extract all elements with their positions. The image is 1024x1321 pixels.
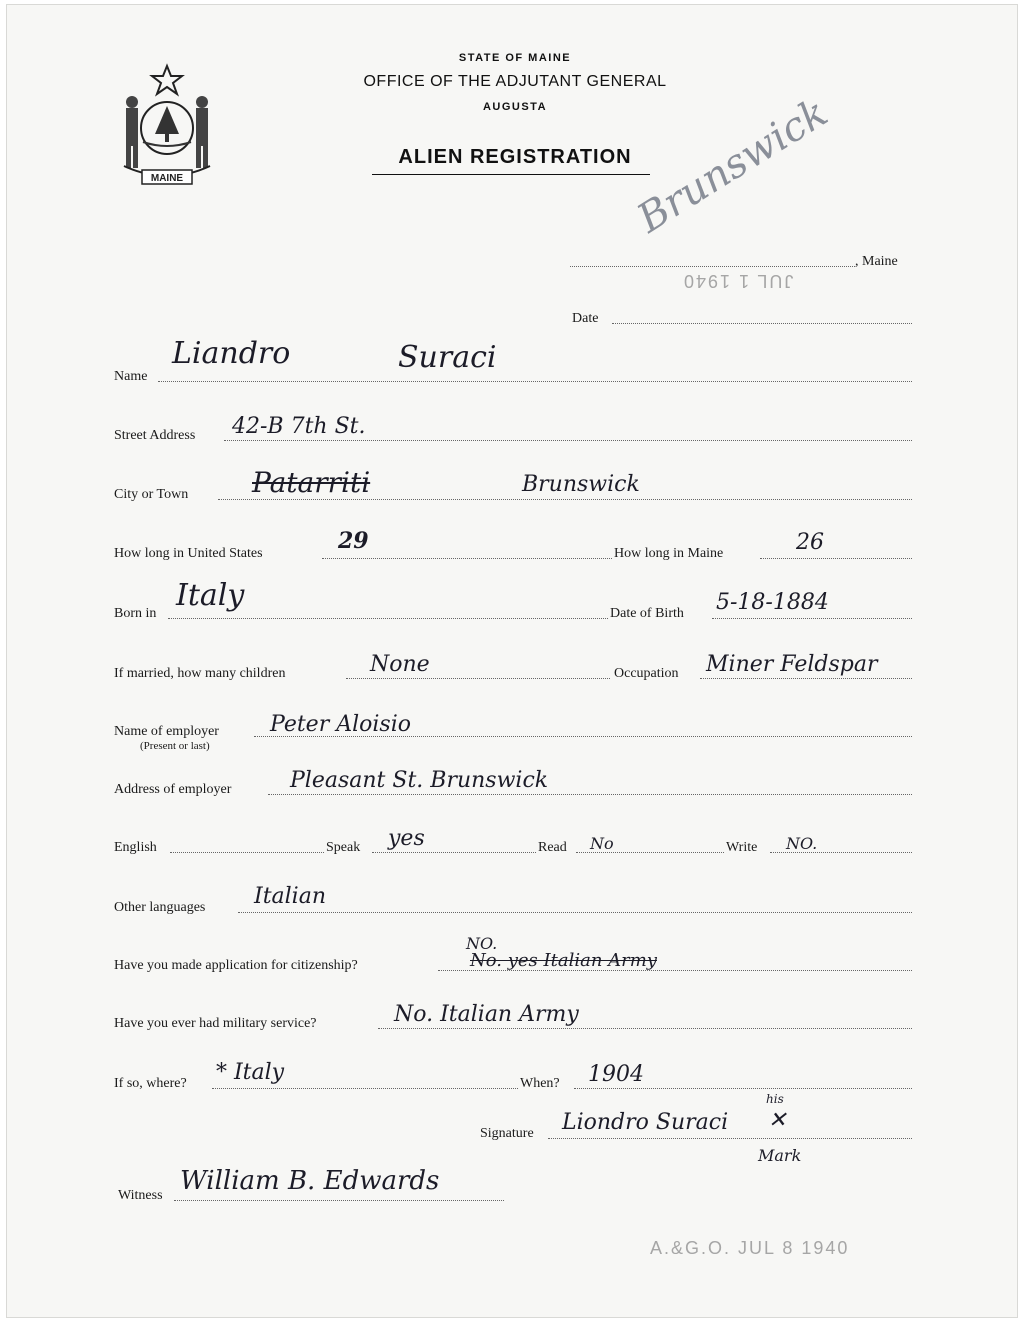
date-line [612,323,912,324]
witness-line [174,1200,504,1201]
citizenship-no-value: NO. [466,934,498,953]
title-underline [372,174,650,175]
bottom-received-stamp: A.&G.O. JUL 8 1940 [650,1238,850,1258]
write-value: NO. [786,834,818,853]
maine-label: , Maine [855,254,898,269]
how-long-us-value: 29 [338,528,369,554]
received-date-stamp: JUL 1 1940 [682,271,794,291]
citizenship-struck-value: No. yes Italian Army [470,950,657,971]
born-in-line [168,618,608,619]
born-in-label: Born in [114,606,157,621]
header-state: STATE OF MAINE [458,52,572,64]
children-label: If married, how many children [114,666,286,681]
date-label: Date [572,311,599,326]
dob-label: Date of Birth [610,606,684,621]
read-value: No [590,834,614,853]
occupation-value: Miner Feldspar [706,652,878,677]
maine-state-seal-icon [112,62,222,192]
employer-address-value: Pleasant St. Brunswick [290,768,549,793]
signature-value: Liondro Suraci [562,1110,729,1135]
city-struck-value: Patarriti [252,466,371,499]
military-value: No. Italian Army [394,1002,579,1027]
where-value: * Italy [216,1060,285,1085]
children-line [346,678,610,679]
town-line [570,266,855,267]
city-line [218,499,912,500]
military-line [378,1028,912,1029]
form-title: ALIEN REGISTRATION [398,146,632,168]
name-label: Name [114,369,148,384]
seal-motto: MAINE [150,173,184,184]
english-label: English [114,840,157,855]
street-value: 42-B 7th St. [232,414,366,439]
witness-label: Witness [118,1188,163,1203]
signature-mark: Mark [758,1146,802,1165]
signature-mark-x: ✕ [768,1108,787,1133]
how-long-maine-line [760,558,912,559]
speak-value: yes [388,826,425,851]
header-city: AUGUSTA [482,101,548,113]
english-line [170,852,324,853]
employer-value: Peter Aloisio [270,712,411,737]
name-first-value: Liandro [172,336,291,371]
employer-note: (Present or last) [140,740,210,752]
when-line [574,1088,912,1089]
children-value: None [370,652,430,677]
how-long-us-line [322,558,612,559]
witness-value: William B. Edwards [180,1166,440,1196]
when-value: 1904 [588,1062,644,1087]
name-line [158,381,912,382]
name-last-value: Suraci [398,340,497,375]
when-label: When? [520,1076,560,1091]
employer-address-label: Address of employer [114,782,232,797]
signature-label: Signature [480,1126,534,1141]
how-long-maine-label: How long in Maine [614,546,724,561]
military-label: Have you ever had military service? [114,1016,317,1031]
town-handwritten-stamp: Brunswick [629,89,836,242]
other-languages-label: Other languages [114,900,206,915]
born-in-value: Italy [176,578,245,613]
header-office: OFFICE OF THE ADJUTANT GENERAL [363,73,667,90]
employer-label: Name of employer [114,724,219,739]
how-long-maine-value: 26 [796,530,824,555]
occupation-label: Occupation [614,666,679,681]
signature-his: his [766,1092,784,1106]
speak-label: Speak [326,840,361,855]
employer-address-line [268,794,912,795]
dob-line [712,618,912,619]
dob-value: 5-18-1884 [716,590,829,615]
city-value: Brunswick [522,472,640,497]
where-label: If so, where? [114,1076,187,1091]
citizenship-label: Have you made application for citizenship? [114,958,358,973]
speak-line [372,852,536,853]
where-line [212,1088,518,1089]
other-languages-value: Italian [254,884,327,909]
occupation-line [700,678,912,679]
write-label: Write [726,840,758,855]
how-long-us-label: How long in United States [114,546,263,561]
city-label: City or Town [114,487,189,502]
signature-line [548,1138,912,1139]
street-label: Street Address [114,428,196,443]
read-label: Read [538,840,567,855]
street-line [224,440,912,441]
other-languages-line [238,912,912,913]
